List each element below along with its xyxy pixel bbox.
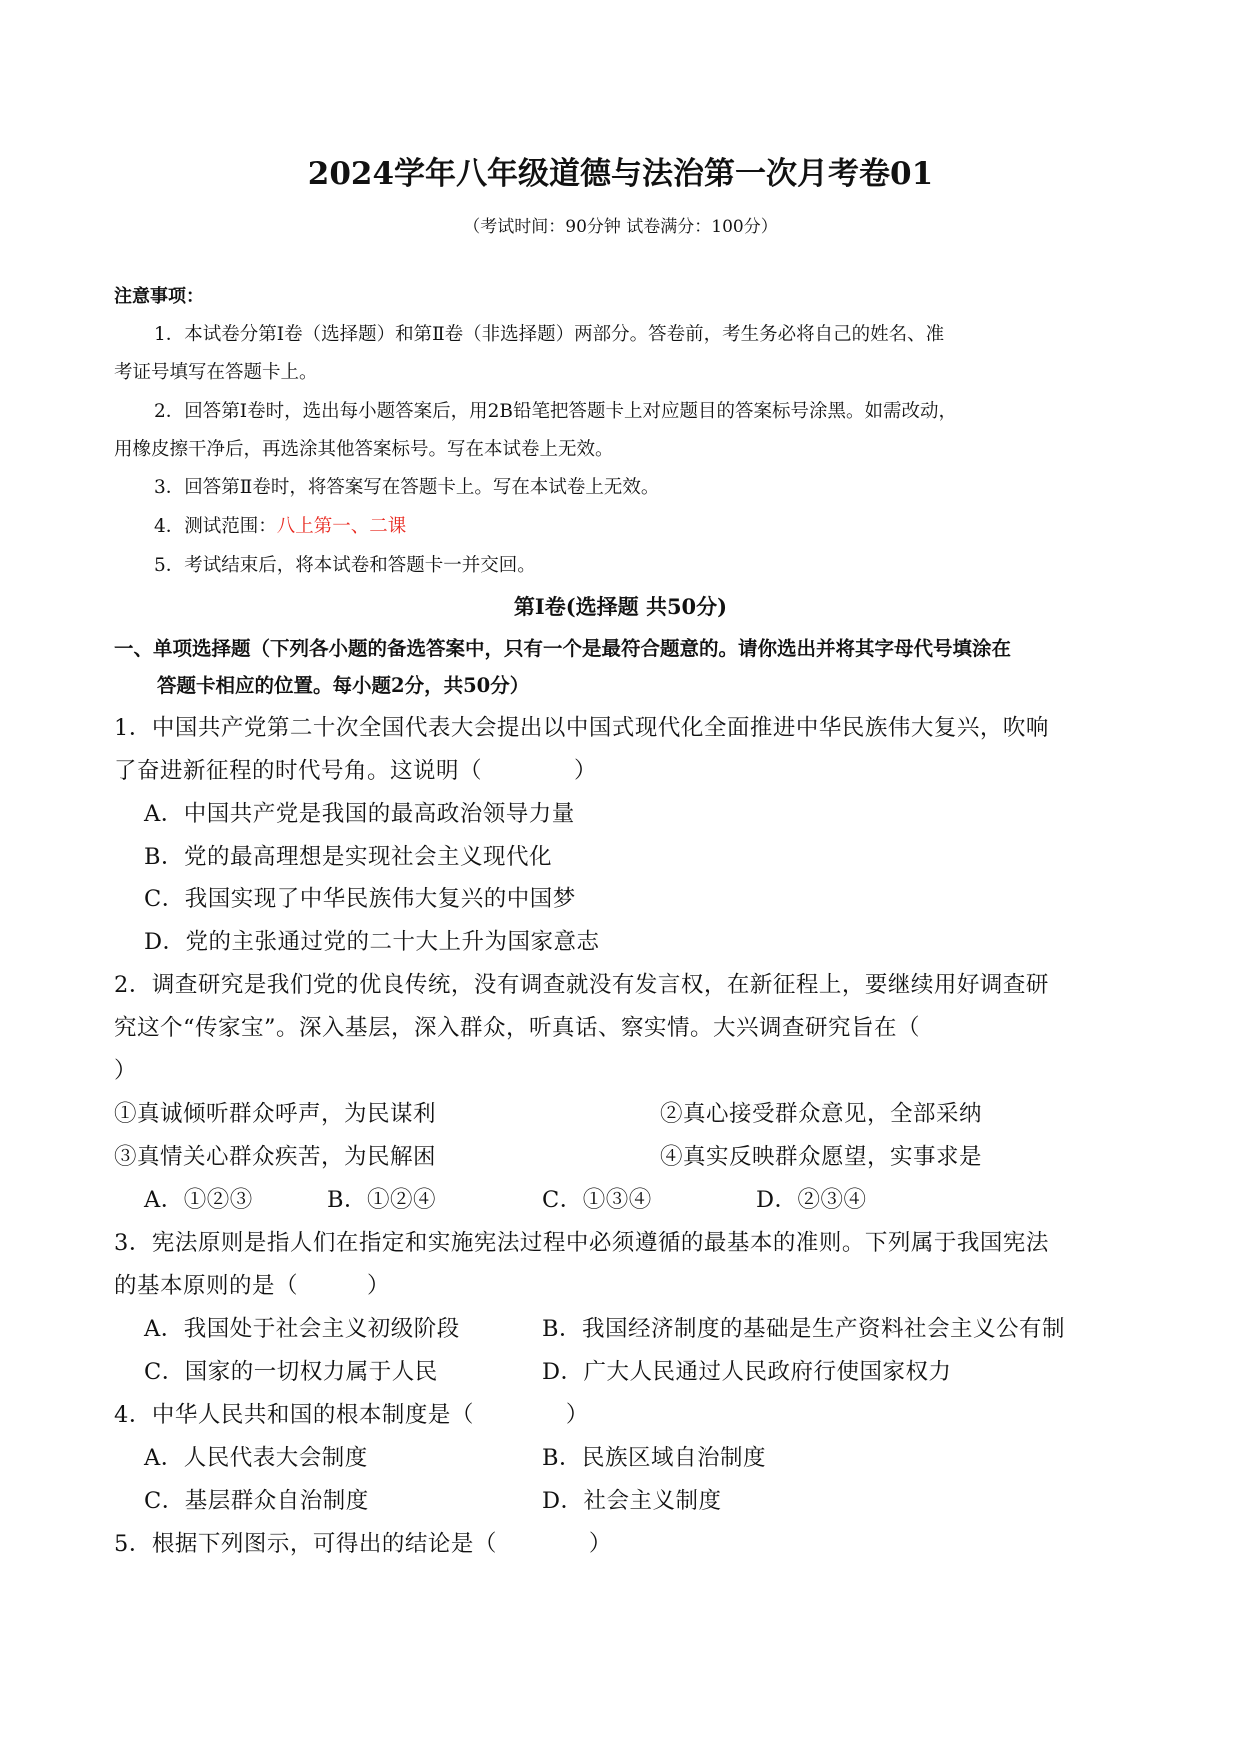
question-1-stem-line-2: 了奋进新征程的时代号角。这说明（ ） — [114, 758, 598, 784]
question-5-stem: 5．根据下列图示，可得出的结论是（ ） — [114, 1531, 612, 1557]
question-4-option-d: D．社会主义制度 — [542, 1488, 722, 1514]
question-3-option-c: C．国家的一切权力属于人民 — [144, 1359, 438, 1385]
test-range-highlight: 八上第一、二课 — [276, 516, 407, 537]
question-2-stem-line-1: 2．调查研究是我们党的优良传统，没有调查就没有发言权，在新征程上，要继续用好调查研 — [114, 972, 1049, 998]
question-2-stem-line-3: ） — [114, 1058, 138, 1084]
question-3-stem-line-1: 3．宪法原则是指人们在指定和实施宪法过程中必须遵循的最基本的准则。下列属于我国宪法 — [114, 1230, 1049, 1256]
part-one-heading-line-2: 答题卡相应的位置。每小题2分，共50分） — [157, 674, 530, 697]
question-1-stem-line-1: 1．中国共产党第二十次全国代表大会提出以中国式现代化全面推进中华民族伟大复兴，吹响 — [114, 715, 1049, 741]
question-1-option-a: A．中国共产党是我国的最高政治领导力量 — [144, 801, 575, 827]
question-2-option-c: C．①③④ — [542, 1187, 652, 1213]
exam-title: 2024学年八年级道德与法治第一次月考卷01 — [307, 156, 934, 192]
question-4-stem: 4．中华人民共和国的根本制度是（ ） — [114, 1402, 589, 1428]
notice-item-2-line-2: 用橡皮擦干净后，再选涂其他答案标号。写在本试卷上无效。 — [114, 439, 614, 460]
notice-item-3: 3．回答第Ⅱ卷时，将答案写在答题卡上。写在本试卷上无效。 — [154, 477, 660, 498]
question-3-option-a: A．我国处于社会主义初级阶段 — [144, 1316, 460, 1342]
question-4-option-b: B．民族区域自治制度 — [542, 1445, 767, 1471]
question-2-option-d: D．②③④ — [756, 1187, 867, 1213]
notice-item-5: 5．考试结束后，将本试卷和答题卡一并交回。 — [154, 555, 536, 576]
notice-heading: 注意事项： — [114, 286, 204, 307]
question-3-stem-line-2: 的基本原则的是（ ） — [114, 1273, 391, 1299]
question-2-statement-4: ④真实反映群众愿望，实事求是 — [660, 1144, 983, 1170]
question-2-option-a: A．①②③ — [144, 1187, 253, 1213]
question-4-option-c: C．基层群众自治制度 — [144, 1488, 369, 1514]
question-2-statement-2: ②真心接受群众意见，全部采纳 — [660, 1101, 983, 1127]
question-2-option-b: B．①②④ — [327, 1187, 437, 1213]
section-title: 第Ⅰ卷(选择题 共50分) — [513, 594, 728, 619]
question-2-stem-line-2: 究这个“传家宝”。深入基层，深入群众，听真话、察实情。大兴调查研究旨在（ — [114, 1015, 921, 1041]
notice-item-2-line-1: 2．回答第Ⅰ卷时，选出每小题答案后，用2B铅笔把答题卡上对应题目的答案标号涂黑。如需改动， — [154, 401, 957, 422]
question-1-option-b: B．党的最高理想是实现社会主义现代化 — [144, 844, 553, 870]
question-3-option-b: B．我国经济制度的基础是生产资料社会主义公有制 — [542, 1316, 1066, 1342]
notice-item-1-line-1: 1．本试卷分第Ⅰ卷（选择题）和第Ⅱ卷（非选择题）两部分。答卷前，考生务必将自己的姓名、准 — [154, 324, 945, 345]
question-1-option-d: D．党的主张通过党的二十大上升为国家意志 — [144, 929, 600, 955]
question-4-option-a: A．人民代表大会制度 — [144, 1445, 368, 1471]
notice-item-4-prefix: 4．测试范围： — [154, 516, 277, 537]
question-3-option-d: D．广大人民通过人民政府行使国家权力 — [542, 1359, 952, 1385]
question-1-option-c: C．我国实现了中华民族伟大复兴的中国梦 — [144, 886, 576, 912]
notice-item-4 — [154, 512, 406, 538]
question-2-statement-1: ①真诚倾听群众呼声，为民谋利 — [114, 1101, 437, 1127]
question-2-statement-3: ③真情关心群众疾苦，为民解困 — [114, 1144, 437, 1170]
part-one-heading-line-1: 一、单项选择题（下列各小题的备选答案中，只有一个是最符合题意的。请你选出并将其字母代号填涂在 — [114, 637, 1012, 660]
exam-duration-score: （考试时间：90分钟 试卷满分：100分） — [463, 217, 778, 237]
notice-item-1-line-2: 考证号填写在答题卡上。 — [114, 362, 318, 383]
